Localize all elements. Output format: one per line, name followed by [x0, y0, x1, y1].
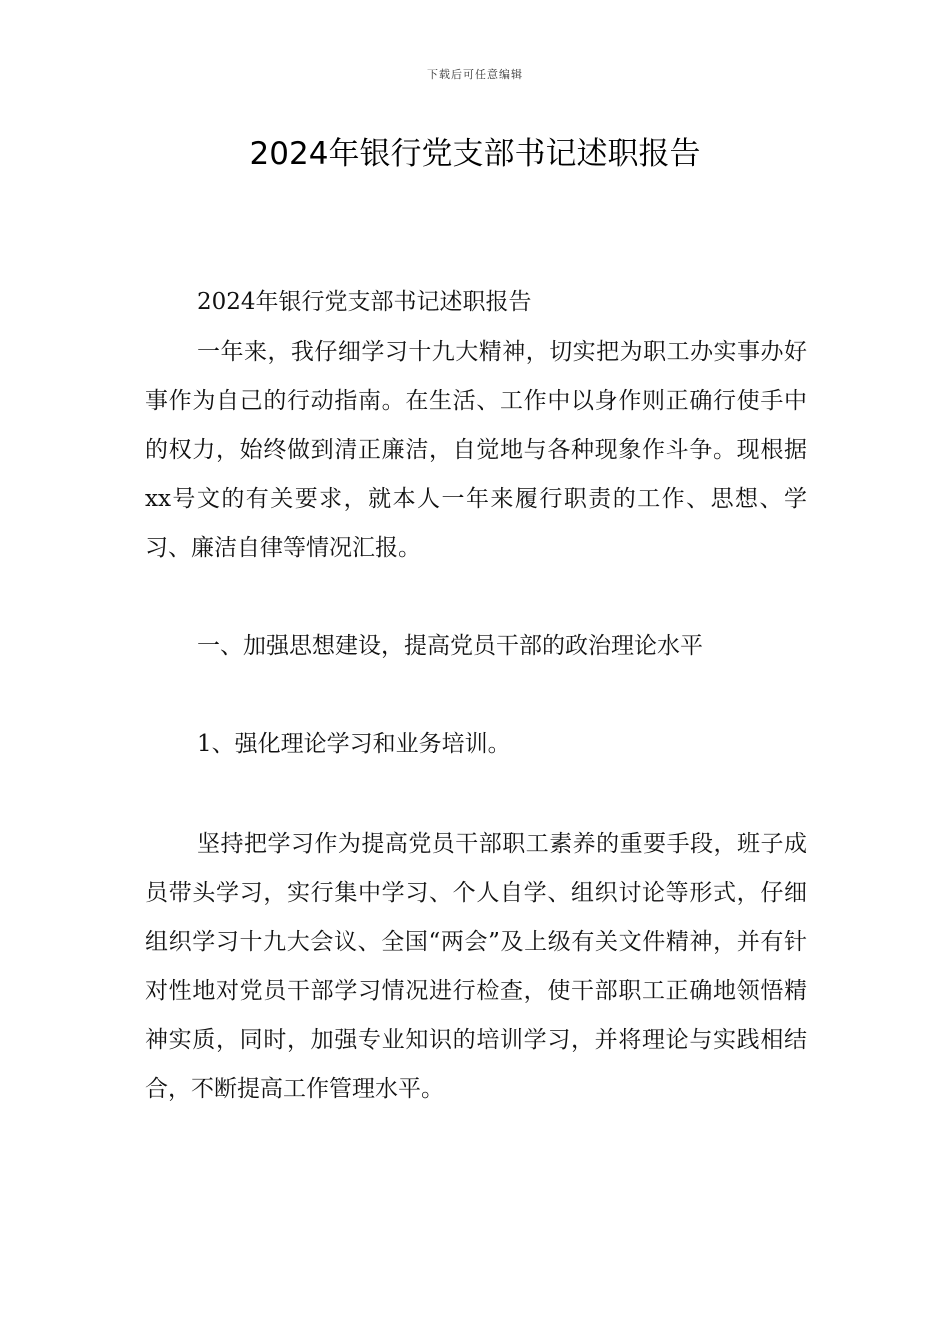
document-title: 2024年银行党支部书记述职报告 [249, 136, 701, 172]
intro-paragraph: 一年来，我仔细学习十九大精神，切实把为职工办实事办好事作为自己的行动指南。在生活、工作中以身作则正确行使手中的权力，始终做到清正廉洁，自觉地与各种现象作斗争。现根据xx号文的有关要求，就本人一年来履行职责的工作、思想、学习、廉洁自律等情况汇报。 [145, 339, 807, 561]
section-1-1-heading: 1、强化理论学习和业务培训。 [197, 731, 511, 757]
header-note: 下载后可任意编辑 [427, 68, 523, 81]
document-subtitle: 2024年银行党支部书记述职报告 [197, 289, 532, 315]
section-1-1-paragraph: 坚持把学习作为提高党员干部职工素养的重要手段，班子成员带头学习，实行集中学习、个人自学、组织讨论等形式，仔细组织学习十九大会议、全国“两会”及上级有关文件精神，并有针对性地对党员干部学习情况进行检查，使干部职工正确地领悟精神实质，同时，加强专业知识的培训学习，并将理论与实践相结合，不断提高工作管理水平。 [145, 831, 807, 1102]
section-1-heading: 一、加强思想建设，提高党员干部的政治理论水平 [197, 633, 703, 659]
